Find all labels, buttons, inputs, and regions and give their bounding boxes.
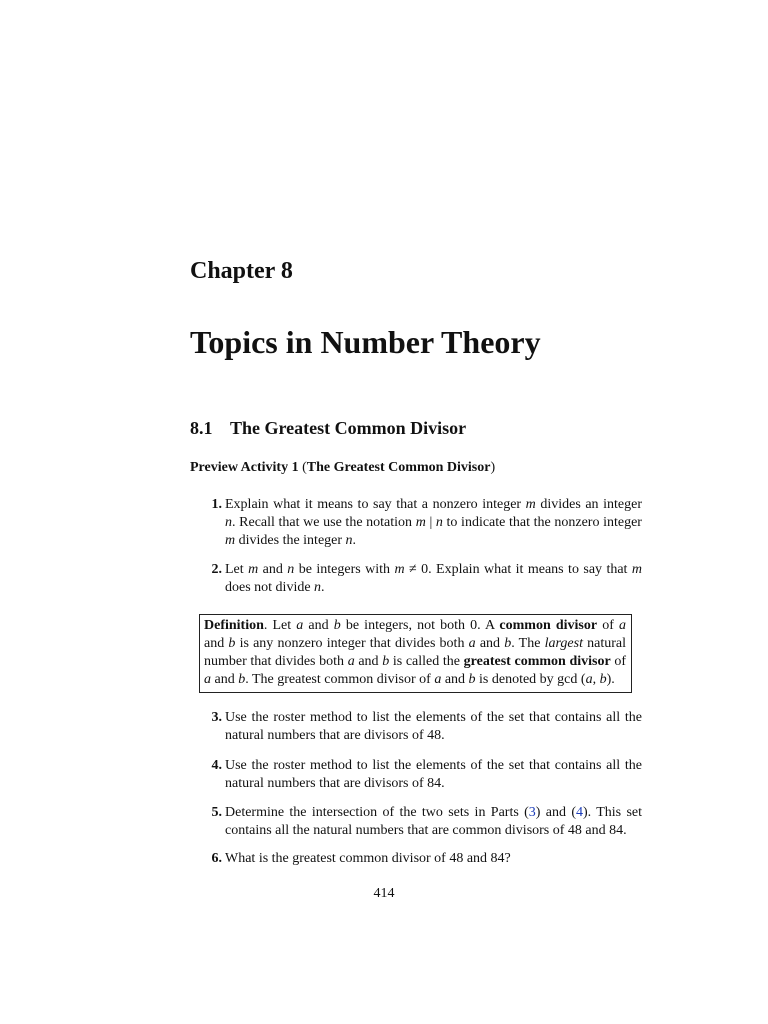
part-3-link[interactable]: 3 [528, 805, 536, 820]
item-text: Explain what it means to say that a nonzero integer m divides an integer n. Recall that we use the notation m | n to indicate that the nonzero integer m divides the integer n. [225, 497, 642, 548]
definition-term: Definition [204, 618, 264, 633]
list-item [200, 804, 642, 840]
item-number: 4. [211, 758, 222, 773]
item-text: Use the roster method to list the elements of the set that contains all the natural numbers that are divisors of 48. [225, 710, 642, 743]
item-text: Let m and n be integers with m ≠ 0. Explain what it means to say that m does not divide n. [225, 562, 643, 595]
item-number: 6. [211, 851, 222, 866]
list-item [200, 496, 642, 550]
item-text: Use the roster method to list the elements of the set that contains all the natural numbers that are divisors of 84. [225, 758, 642, 791]
part-4-link[interactable]: 4 [575, 805, 583, 820]
preview-activity-heading [190, 460, 495, 476]
paren: ) [490, 460, 496, 475]
chapter-title: Topics in Number Theory [190, 324, 541, 360]
chapter-label: Chapter 8 [190, 258, 293, 284]
list-item [200, 709, 642, 745]
definition-box: Definition. Let a and b be integers, not both 0. A common divisor of a and b is any nonzero integer that divides both a and b. The largest natural number that divides both a and b is called the greatest common divisor of a and b. The greatest common divisor of a and b is denoted by gcd (a, b). [199, 614, 632, 693]
item-number: 3. [211, 710, 222, 725]
item-text: Determine the intersection of the two sets in Parts (3) and (4). This set contains all the natural numbers that are common divisors of 48 and 84. [225, 805, 642, 838]
section-heading [190, 418, 466, 439]
item-text: What is the greatest common divisor of 48 and 84? [225, 851, 511, 866]
list-item [200, 561, 642, 597]
item-number: 1. [211, 497, 222, 512]
list-item [200, 757, 642, 793]
list-item [200, 850, 642, 868]
preview-activity-label: Preview Activity 1 [190, 460, 299, 475]
page-number: 414 [373, 886, 395, 901]
section-title: The Greatest Common Divisor [230, 418, 467, 438]
paren: ( [298, 460, 307, 475]
item-number: 2. [211, 562, 222, 577]
item-number: 5. [211, 805, 222, 820]
preview-activity-title: The Greatest Common Divisor [306, 460, 491, 475]
section-number: 8.1 [190, 418, 213, 438]
